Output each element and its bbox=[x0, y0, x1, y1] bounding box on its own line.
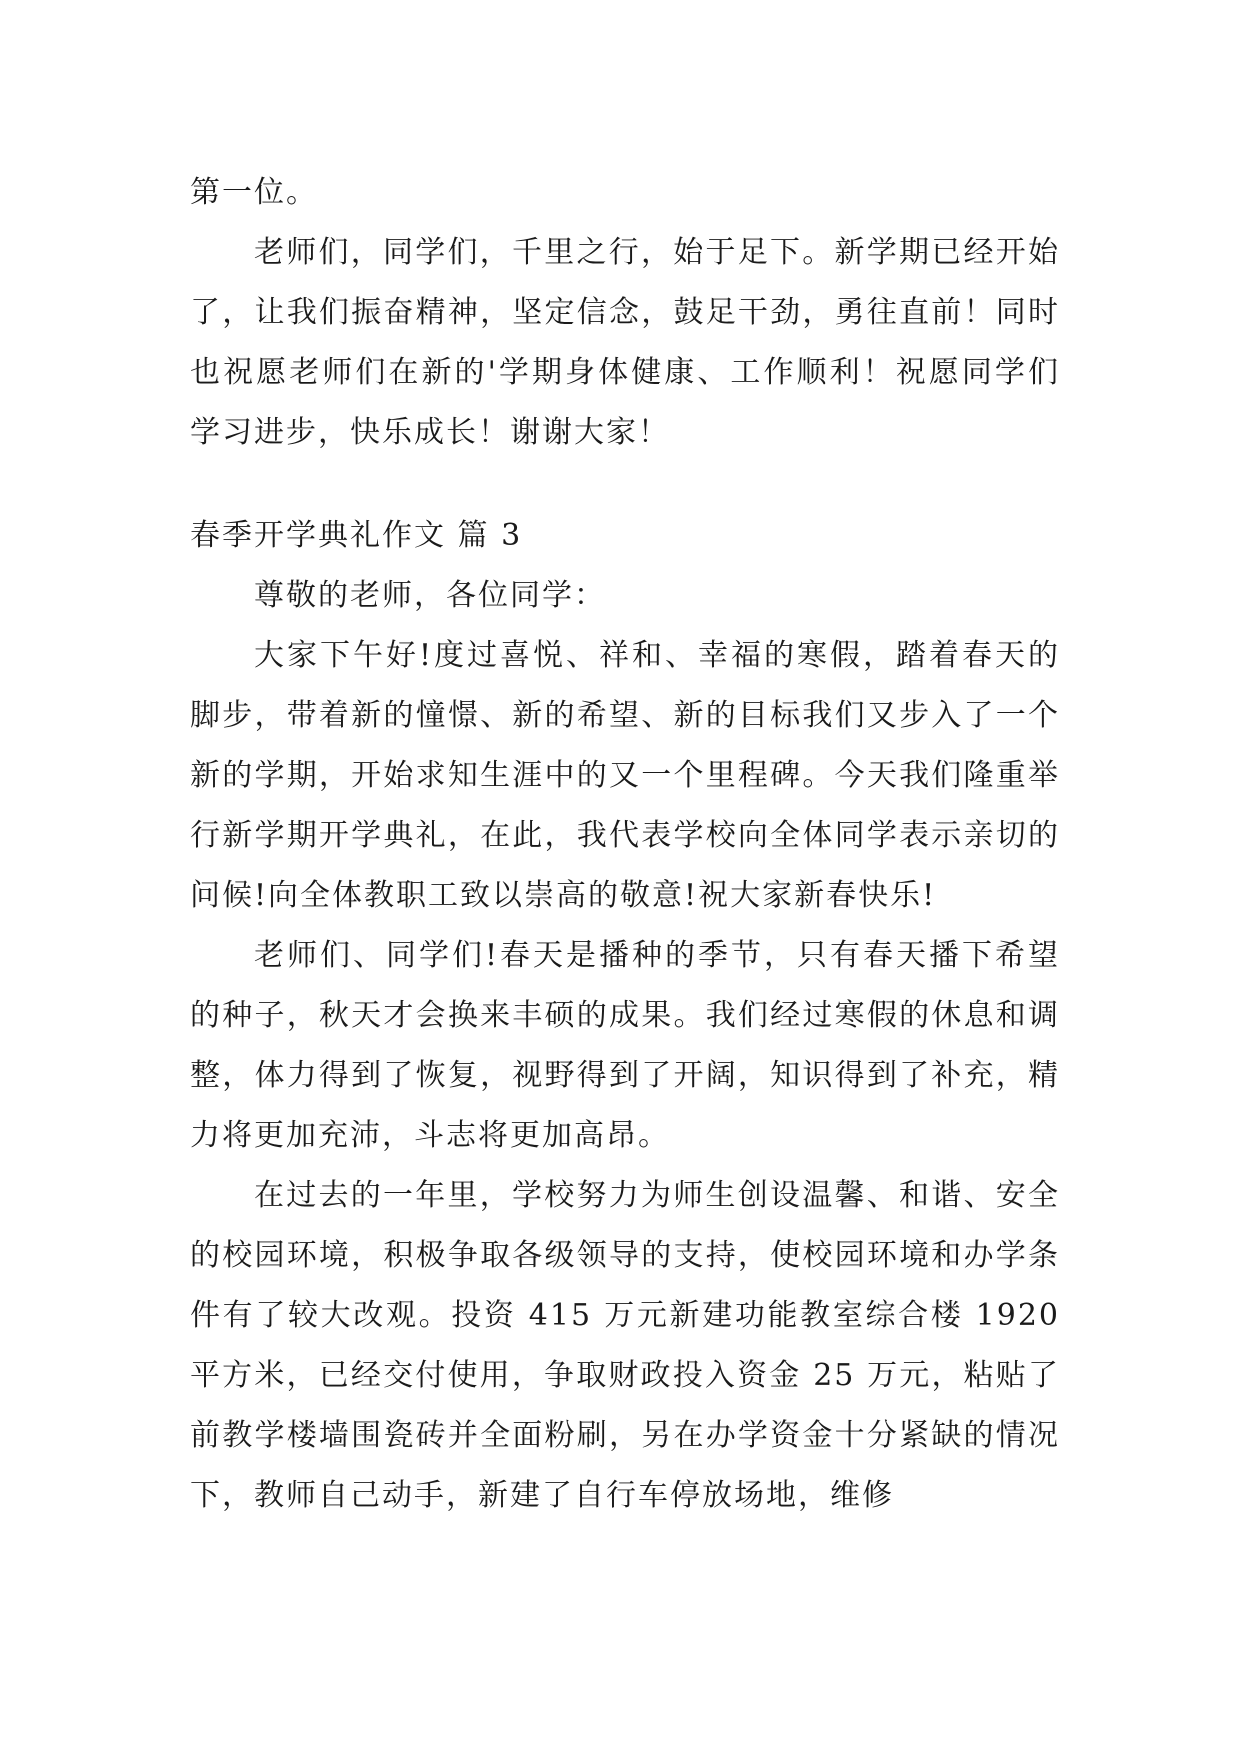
lead-fragment: 第一位。 bbox=[190, 175, 318, 210]
salutation: 尊敬的老师，各位同学： bbox=[254, 578, 606, 613]
section-title: 春季开学典礼作文 篇 3 bbox=[190, 518, 523, 553]
body-paragraph: 大家下午好!度过喜悦、祥和、幸福的寒假，踏着春天的脚步，带着新的憧憬、新的希望、新的目标我们又步入了一个新的学期，开始求知生涯中的又一个里程碑。今天我们隆重举行新学期开学典礼，在此，我代表学校向全体同学表示亲切的问候!向全体教职工致以崇高的敬意!祝大家新春快乐! bbox=[190, 638, 1060, 913]
body-paragraph: 在过去的一年里，学校努力为师生创设温馨、和谐、安全的校园环境，积极争取各级领导的支持，使校园环境和办学条件有了较大改观。投资 415 万元新建功能教室综合楼 1920 平方米，已经交付使用，争取财政投入资金 25 万元，粘贴了前教学楼墙围瓷砖并全面粉刷，另在办学资金十分紧缺的情况下，教师自己动手，新建了自行车停放场地，维修 bbox=[190, 1178, 1060, 1513]
closing-paragraph: 老师们，同学们，千里之行，始于足下。新学期已经开始了，让我们振奋精神，坚定信念，鼓足干劲，勇往直前！同时也祝愿老师们在新的'学期身体健康、工作顺利！祝愿同学们学习进步，快乐成长！谢谢大家！ bbox=[190, 235, 1060, 450]
body-paragraph: 老师们、同学们!春天是播种的季节，只有春天播下希望的种子，秋天才会换来丰硕的成果。我们经过寒假的休息和调整，体力得到了恢复，视野得到了开阔，知识得到了补充，精力将更加充沛，斗志将更加高昂。 bbox=[190, 938, 1060, 1153]
document-body bbox=[190, 163, 1060, 1526]
